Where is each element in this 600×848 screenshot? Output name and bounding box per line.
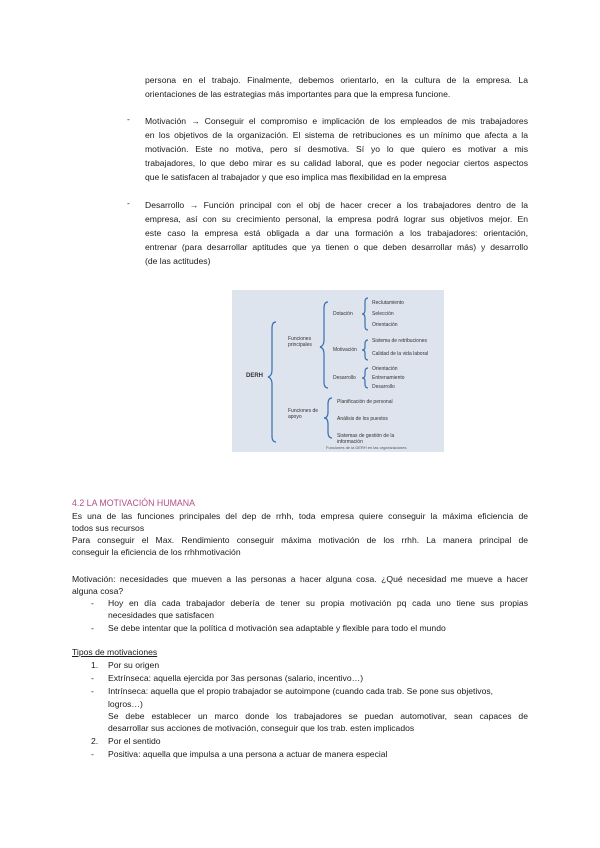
- list-item: Extrínseca: aquella ejercida por 3as personas (salario, incentivo…): [108, 673, 364, 683]
- bullet-marker: -: [91, 598, 94, 608]
- bullet-marker: -: [91, 686, 94, 696]
- paragraph-line: Se debe establecer un marco donde los trabajadores se puedan automotivar, sean capaces de: [108, 711, 528, 721]
- bullet-line: entrenar (para desarrollar aptitudes que ya tienen o que deben desarrollar más) y desarrollo: [145, 242, 528, 252]
- tipos-title: Tipos de motivaciones: [72, 647, 158, 657]
- bullet-desarrollo: [145, 198, 528, 268]
- diagram-leaf-label: Sistema de retribuciones: [372, 338, 428, 344]
- derh-diagram: [232, 290, 444, 452]
- origen-continuation: [108, 698, 528, 734]
- diagram-node-label: Dotación: [333, 311, 353, 317]
- list-number: 1.: [91, 660, 99, 670]
- diagram-branch-label: Funciones de apoyo: [288, 408, 319, 420]
- bullet-marker: -: [127, 198, 130, 208]
- sub-bullet: [108, 597, 528, 621]
- diagram-leaf-label: Reclutamiento: [372, 300, 404, 306]
- list-item: Por su origen: [108, 660, 160, 670]
- paragraph-line: conseguir la eficiencia de los rrhhmotivación: [72, 547, 241, 557]
- section-paragraph: [72, 510, 528, 558]
- bullet-line: que le satisfacen al trabajador y que eso implica mas flexibilidad en la empresa: [145, 172, 447, 182]
- diagram-root-label: DERH: [246, 373, 264, 379]
- bullet-line: empresa, así con su crecimiento personal, la empresa podrá lograr sus objetivos mejor. En: [145, 214, 528, 224]
- sub-bullet: [108, 622, 528, 634]
- bullet-line: Desarrollo → Función principal con el obj de hacer crecer a los trabajadores dentro de la: [145, 200, 528, 210]
- bullet-line: en los objetivos de la organización. El sistema de retribuciones es un mínimo que afecta a la: [145, 130, 528, 140]
- diagram-leaf-label: Entrenamiento: [372, 375, 405, 381]
- bullet-line: motivación. Este no motiva, pero sí desmotiva. Sí yo lo que quiero es motivar a mis: [145, 144, 528, 154]
- diagram-leaf-label: Calidad de la vida laboral: [372, 351, 429, 357]
- diagram-leaf-label: Orientación: [372, 322, 398, 328]
- diagram-leaf-label: Orientación: [372, 366, 398, 372]
- bullet-line: Se debe intentar que la política d motivación sea adaptable y flexible para todo el mundo: [108, 623, 446, 633]
- paragraph-line: logros…): [108, 699, 143, 709]
- paragraph-line: alguna cosa?: [72, 586, 124, 596]
- intro-line: persona en el trabajo. Finalmente, debemos orientarlo, en la cultura de la empresa. La: [145, 75, 528, 85]
- diagram-leaf-label: Sistemas de gestión de la información: [337, 433, 395, 445]
- bullet-marker: -: [91, 749, 94, 759]
- list-item: Por el sentido: [108, 736, 161, 746]
- bullet-line: (de las actitudes): [145, 256, 211, 266]
- paragraph-line: Para conseguir el Max. Rendimiento conseguir máxima motivación de los rrhh. La manera principal de: [72, 535, 528, 545]
- intro-line: orientaciones de las estrategias más importantes para que la empresa funcione.: [145, 89, 451, 99]
- list-item: Positiva: aquella que impulsa a una persona a actuar de manera especial: [108, 749, 388, 759]
- diagram-node-label: Motivación: [333, 347, 357, 353]
- paragraph-line: todos sus recursos: [72, 523, 145, 533]
- section-paragraph: [72, 573, 528, 597]
- list-item: Intrínseca: aquella que el propio trabajador se autoimpone (cuando cada trab. Se pone sus objetivos,: [108, 686, 494, 696]
- paragraph-line: Motivación: necesidades que mueven a las personas a hacer alguna cosa. ¿Qué necesidad me mueve a hacer: [72, 574, 528, 584]
- bullet-marker: -: [91, 673, 94, 683]
- intro-paragraph: [145, 73, 528, 101]
- paragraph-line: desarrollar sus acciones de motivación, conseguir que los trab. esten implicados: [108, 723, 415, 733]
- diagram-caption: Funciones de la DERH en las organizaciones: [326, 445, 407, 450]
- bullet-line: Hoy en día cada trabajador debería de tener su propia motivación pq cada uno tiene sus propias: [108, 598, 528, 608]
- bullet-line: trabajadores, lo que debo mirar es su calidad laboral, que es poder negociar ciertos aspectos: [145, 158, 528, 168]
- list-number: 2.: [91, 736, 99, 746]
- bullet-marker: -: [91, 623, 94, 633]
- bullet-motivacion: [145, 114, 528, 184]
- bullet-line: necesidades que satisfacen: [108, 610, 215, 620]
- diagram-leaf-label: Planificación de personal: [337, 399, 393, 405]
- diagram-leaf-label: Desarrollo: [372, 384, 395, 390]
- diagram-node-label: Desarrollo: [333, 375, 356, 381]
- paragraph-line: Es una de las funciones principales del dep de rrhh, toda empresa quiere conseguir la máxima eficiencia de: [72, 511, 528, 521]
- diagram-leaf-label: Análisis de los puestos: [337, 416, 388, 422]
- bullet-line: este caso la empresa está obligada a dar una formación a los trabajadores: orientación,: [145, 228, 528, 238]
- diagram-branch-label: Funciones principales: [288, 336, 312, 348]
- section-heading: 4.2 LA MOTIVACIÓN HUMANA: [72, 498, 196, 508]
- diagram-leaf-label: Selección: [372, 311, 394, 317]
- bullet-line: Motivación → Conseguir el compromiso e implicación de los empleados de mis trabajadores: [145, 116, 528, 126]
- bullet-marker: -: [127, 114, 130, 124]
